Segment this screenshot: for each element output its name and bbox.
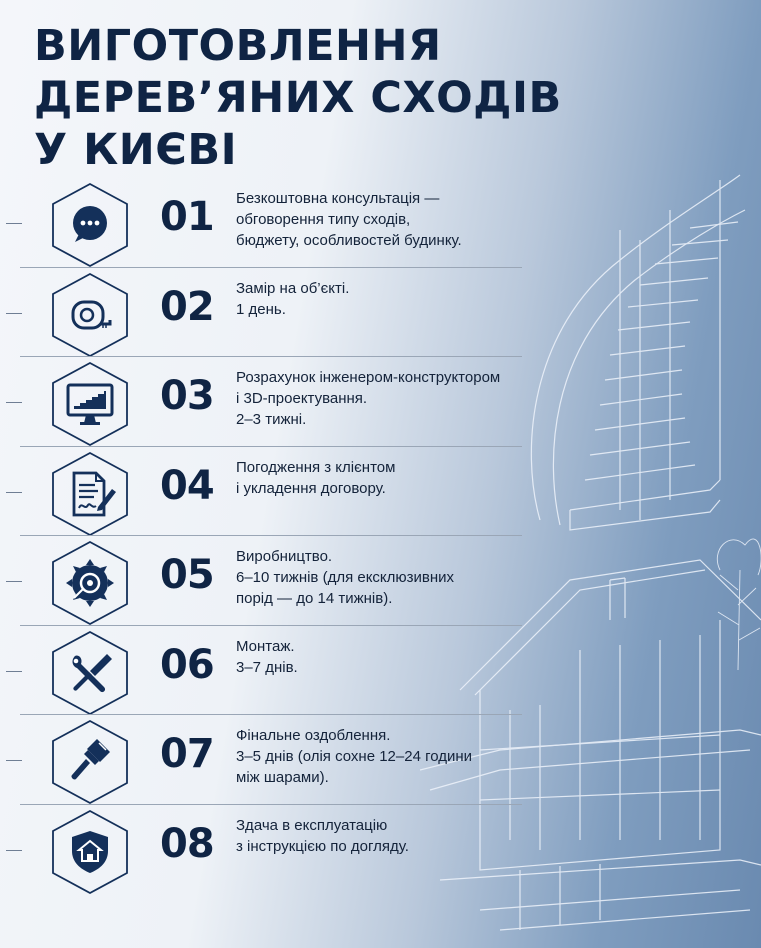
step-line: Виробництво.	[236, 548, 333, 565]
title-line-3: У КИЄВІ	[34, 125, 238, 175]
step-line: Безкоштовна консультація —	[236, 190, 440, 207]
step-hexagon	[50, 719, 130, 805]
step-item	[0, 447, 530, 537]
step-hexagon	[50, 272, 130, 358]
step-hexagon	[50, 451, 130, 537]
step-number: 08	[160, 820, 214, 867]
step-line: між шарами).	[236, 769, 329, 786]
step-hexagon	[50, 809, 130, 895]
step-number: 02	[160, 283, 214, 330]
row-tick	[6, 850, 22, 851]
step-hexagon	[50, 361, 130, 447]
monitor-stairs-icon	[68, 385, 112, 425]
step-line: і 3D-проектування.	[236, 390, 368, 407]
step-item	[0, 626, 530, 716]
step-line: Розрахунок інженером-конструктором	[236, 369, 501, 386]
step-description	[236, 725, 536, 788]
title-line-1: ВИГОТОВЛЕННЯ	[34, 21, 442, 71]
row-tick	[6, 223, 22, 224]
step-description	[236, 457, 536, 499]
row-tick	[6, 313, 22, 314]
step-line: порід — до 14 тижнів).	[236, 590, 393, 607]
step-hexagon	[50, 540, 130, 626]
step-description	[236, 546, 536, 609]
spiral-staircase-sketch	[531, 175, 745, 530]
house-shield-icon	[72, 831, 108, 873]
step-description	[236, 188, 536, 251]
step-number: 04	[160, 462, 214, 509]
step-line: з інструкцією по догляду.	[236, 837, 409, 855]
row-tick	[6, 492, 22, 493]
step-number: 06	[160, 641, 214, 688]
wrench-screwdriver-icon	[73, 654, 112, 692]
step-hexagon	[50, 630, 130, 716]
row-tick	[6, 402, 22, 403]
step-line: 1 день.	[236, 300, 286, 318]
step-line: Замір на об’єкті.	[236, 279, 350, 297]
step-line: Погодження з клієнтом	[236, 458, 396, 476]
step-line: 2–3 тижні.	[236, 411, 307, 428]
step-description	[236, 367, 536, 430]
step-description	[236, 636, 536, 678]
step-line: 6–10 тижнів (для ексклюзивних	[236, 569, 455, 586]
step-line: 3–5 днів (олія сохне 12–24 години	[236, 748, 473, 765]
paint-brush-icon	[71, 739, 110, 780]
step-item	[0, 805, 530, 895]
step-line: Здача в експлуатацію	[236, 816, 388, 834]
tree-sketch	[717, 539, 761, 670]
step-item	[0, 536, 530, 626]
step-line: 3–7 днів.	[236, 658, 298, 676]
step-item	[0, 268, 530, 358]
step-item	[0, 178, 530, 268]
step-line: бюджету, особливостей будинку.	[236, 232, 462, 249]
step-number: 07	[160, 731, 214, 777]
step-hexagon	[50, 182, 130, 268]
row-tick	[6, 760, 22, 761]
step-line: обговорення типу сходів,	[236, 211, 411, 228]
tape-measure-icon	[73, 302, 110, 328]
step-number: 05	[160, 552, 214, 598]
chat-bubble-icon	[73, 206, 107, 242]
saw-blade-icon	[66, 559, 114, 607]
step-number: 01	[160, 194, 214, 240]
step-number: 03	[160, 373, 214, 419]
row-tick	[6, 581, 22, 582]
title-line-2: ДЕРЕВ’ЯНИХ СХОДІВ	[34, 73, 562, 123]
step-line: і укладення договору.	[236, 479, 386, 497]
step-item	[0, 715, 530, 805]
step-line: Монтаж.	[236, 637, 295, 655]
step-description	[236, 815, 536, 857]
step-description	[236, 278, 536, 320]
step-line: Фінальне оздоблення.	[236, 727, 391, 744]
step-item	[0, 357, 530, 447]
contract-signature-icon	[74, 473, 116, 515]
row-tick	[6, 671, 22, 672]
steps-list	[0, 178, 530, 894]
